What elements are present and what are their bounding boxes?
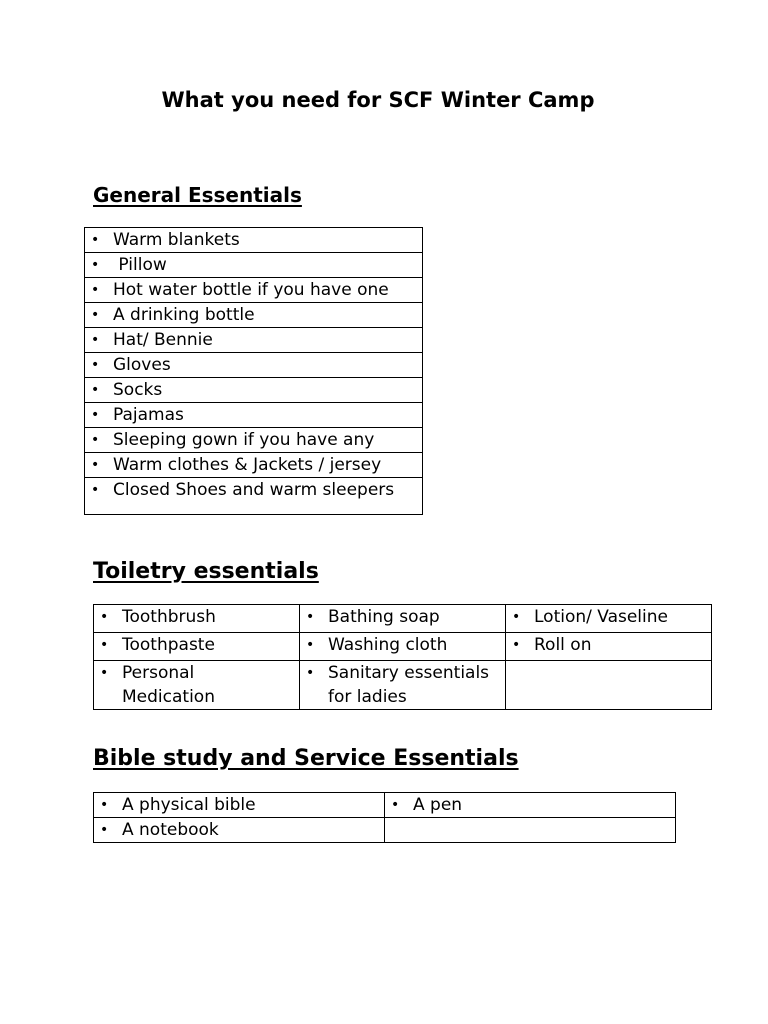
- bullet-icon: •: [91, 307, 100, 323]
- table-cell-item: • A notebook: [100, 820, 219, 840]
- table-cell-item: • A physical bible: [100, 795, 256, 815]
- list-item: • Hat/ Bennie: [91, 330, 213, 350]
- list-item: • Socks: [91, 380, 163, 400]
- table-cell-item: • Toothpaste: [100, 635, 215, 655]
- bullet-icon: •: [91, 382, 100, 398]
- table-cell-item: • Roll on: [512, 635, 592, 655]
- bullet-icon: •: [306, 665, 315, 681]
- table-cell-item: • Personal Medication: [100, 663, 215, 707]
- bullet-icon: •: [306, 637, 315, 653]
- general-essentials-table: [84, 227, 423, 515]
- bullet-icon: •: [391, 797, 400, 813]
- toiletry-essentials-table: [93, 604, 712, 710]
- bullet-icon: •: [91, 257, 100, 273]
- bullet-icon: •: [100, 797, 109, 813]
- table-cell-item: • Bathing soap: [306, 607, 440, 627]
- toiletry-essentials-heading: Toiletry essentials: [93, 559, 319, 584]
- bullet-icon: •: [91, 332, 100, 348]
- bullet-icon: •: [100, 609, 109, 625]
- bullet-icon: •: [512, 637, 521, 653]
- list-item: • Warm clothes & Jackets / jersey: [91, 455, 382, 475]
- list-item: • Pillow: [91, 255, 167, 275]
- bullet-icon: •: [512, 609, 521, 625]
- list-item: • Pajamas: [91, 405, 184, 425]
- bullet-icon: •: [91, 282, 100, 298]
- list-item: • Closed Shoes and warm sleepers: [91, 480, 395, 500]
- bullet-icon: •: [91, 457, 100, 473]
- empty-cell: [385, 818, 676, 843]
- list-item: • Warm blankets: [91, 230, 240, 250]
- list-item: • A drinking bottle: [91, 305, 255, 325]
- bible-study-essentials-table: [93, 792, 676, 843]
- list-item: • Gloves: [91, 355, 171, 375]
- table-cell-item: • Sanitary essentials for ladies: [306, 663, 490, 707]
- bullet-icon: •: [100, 822, 109, 838]
- table-cell-item: • Toothbrush: [100, 607, 216, 627]
- empty-cell: [506, 661, 712, 710]
- table-cell-item: • Washing cloth: [306, 635, 448, 655]
- table-cell-item: • Lotion/ Vaseline: [512, 607, 668, 627]
- bullet-icon: •: [91, 407, 100, 423]
- list-item: • Sleeping gown if you have any: [91, 430, 375, 450]
- bullet-icon: •: [91, 432, 100, 448]
- list-item: • Hot water bottle if you have one: [91, 280, 389, 300]
- table-cell-item: • A pen: [391, 795, 463, 815]
- page-title: What you need for SCF Winter Camp: [161, 88, 595, 112]
- bullet-icon: •: [100, 665, 109, 681]
- bullet-icon: •: [91, 482, 100, 498]
- bullet-icon: •: [100, 637, 109, 653]
- bullet-icon: •: [91, 357, 100, 373]
- bullet-icon: •: [91, 232, 100, 248]
- general-essentials-heading: General Essentials: [93, 183, 302, 207]
- bullet-icon: •: [306, 609, 315, 625]
- bible-study-essentials-heading: Bible study and Service Essentials: [93, 746, 519, 771]
